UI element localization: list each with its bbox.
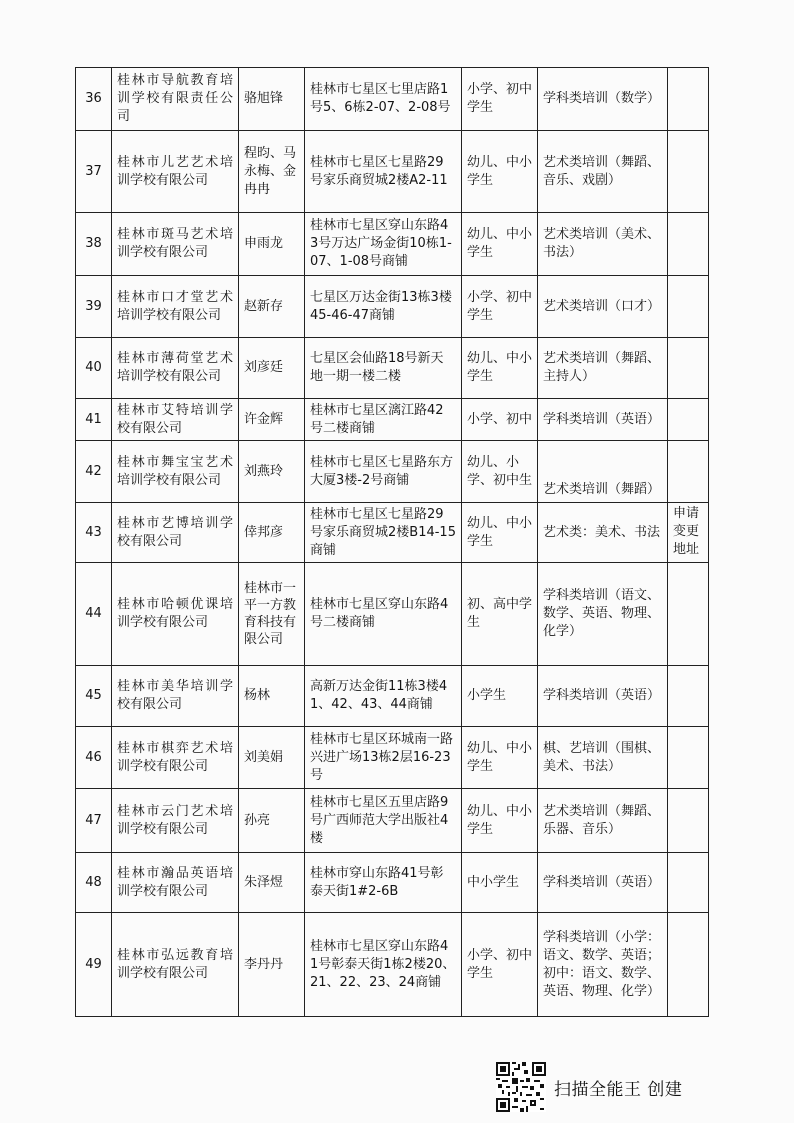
scanner-credit-text: 扫描全能王 创建 — [554, 1080, 683, 1100]
school-name: 桂林市舞宝宝艺术培训学校有限公司 — [112, 441, 239, 503]
row-number: 36 — [76, 68, 112, 131]
school-name: 桂林市棋弈艺术培训学校有限公司 — [112, 727, 239, 789]
school-address: 桂林市七星区穿山东路4号二楼商铺 — [305, 563, 462, 666]
school-name: 桂林市艺博培训学校有限公司 — [112, 503, 239, 563]
student-grade: 幼儿、中小学生 — [462, 789, 538, 853]
training-type: 艺术类培训（美术、书法） — [538, 213, 668, 276]
school-address: 高新万达金街11栋3楼41、42、43、44商铺 — [305, 666, 462, 727]
table-row — [76, 68, 709, 131]
remark — [668, 789, 709, 853]
student-grade: 小学、初中 — [462, 399, 538, 441]
table-row — [76, 563, 709, 666]
row-number: 41 — [76, 399, 112, 441]
remark — [668, 563, 709, 666]
legal-person: 倖邦彦 — [239, 503, 305, 563]
legal-person: 程昀、马永梅、金冉冉 — [239, 131, 305, 213]
remark: 申请变更地址 — [668, 503, 709, 563]
training-type: 艺术类培训（舞蹈、乐器、音乐） — [538, 789, 668, 853]
training-type: 学科类培训（英语） — [538, 853, 668, 913]
student-grade: 中小学生 — [462, 853, 538, 913]
table-row — [76, 789, 709, 853]
remark — [668, 338, 709, 399]
legal-person: 朱泽煜 — [239, 853, 305, 913]
remark — [668, 68, 709, 131]
legal-person: 骆旭锋 — [239, 68, 305, 131]
school-address: 桂林市七星区七星路东方大厦3楼-2号商铺 — [305, 441, 462, 503]
legal-person: 桂林市一平一方教育科技有限公司 — [239, 563, 305, 666]
student-grade: 幼儿、小学、初中生 — [462, 441, 538, 503]
row-number: 37 — [76, 131, 112, 213]
table-row — [76, 853, 709, 913]
legal-person: 孙亮 — [239, 789, 305, 853]
school-address: 七星区万达金街13栋3楼45-46-47商铺 — [305, 276, 462, 338]
school-address: 桂林市七星区漓江路42号二楼商铺 — [305, 399, 462, 441]
table-row — [76, 399, 709, 441]
school-address: 桂林市七星区穿山东路43号万达广场金街10栋1-07、1-08号商铺 — [305, 213, 462, 276]
training-type: 艺术类培训（舞蹈、音乐、戏剧） — [538, 131, 668, 213]
legal-person: 赵新存 — [239, 276, 305, 338]
legal-person: 申雨龙 — [239, 213, 305, 276]
student-grade: 小学、初中学生 — [462, 276, 538, 338]
student-grade: 幼儿、中小学生 — [462, 131, 538, 213]
training-type: 艺术类培训（舞蹈） — [538, 441, 668, 503]
row-number: 47 — [76, 789, 112, 853]
remark — [668, 131, 709, 213]
school-name: 桂林市儿艺艺术培训学校有限公司 — [112, 131, 239, 213]
school-address: 桂林市穿山东路41号彰泰天街1#2-6B — [305, 853, 462, 913]
table-row — [76, 131, 709, 213]
school-address: 桂林市七星区七星路29号家乐商贸城2楼B14-15商铺 — [305, 503, 462, 563]
remark — [668, 276, 709, 338]
school-address: 桂林市七星区穿山东路41号彰泰天街1栋2楼20、21、22、23、24商铺 — [305, 913, 462, 1017]
row-number: 44 — [76, 563, 112, 666]
training-type: 艺术类培训（口才） — [538, 276, 668, 338]
row-number: 45 — [76, 666, 112, 727]
school-name: 桂林市云门艺术培训学校有限公司 — [112, 789, 239, 853]
table-row — [76, 338, 709, 399]
training-type: 学科类培训（英语） — [538, 399, 668, 441]
student-grade: 幼儿、中小学生 — [462, 338, 538, 399]
table-row — [76, 503, 709, 563]
table-row — [76, 213, 709, 276]
scanner-watermark — [496, 1062, 726, 1114]
remark — [668, 213, 709, 276]
student-grade: 初、高中学生 — [462, 563, 538, 666]
row-number: 40 — [76, 338, 112, 399]
school-name: 桂林市口才堂艺术培训学校有限公司 — [112, 276, 239, 338]
student-grade: 小学、初中学生 — [462, 913, 538, 1017]
table-row — [76, 666, 709, 727]
row-number: 39 — [76, 276, 112, 338]
school-address: 桂林市七星区七星路29号家乐商贸城2楼A2-11 — [305, 131, 462, 213]
row-number: 43 — [76, 503, 112, 563]
student-grade: 幼儿、中小学生 — [462, 213, 538, 276]
school-name: 桂林市瀚品英语培训学校有限公司 — [112, 853, 239, 913]
table-row — [76, 441, 709, 503]
table-row — [76, 913, 709, 1017]
training-type: 学科类培训（英语） — [538, 666, 668, 727]
table-row — [76, 276, 709, 338]
training-type: 学科类培训（数学） — [538, 68, 668, 131]
school-roster-table — [75, 67, 709, 1017]
row-number: 48 — [76, 853, 112, 913]
row-number: 38 — [76, 213, 112, 276]
row-number: 46 — [76, 727, 112, 789]
remark — [668, 853, 709, 913]
training-type: 艺术类：美术、书法 — [538, 503, 668, 563]
school-name: 桂林市斑马艺术培训学校有限公司 — [112, 213, 239, 276]
remark — [668, 913, 709, 1017]
qr-code-icon — [496, 1062, 546, 1112]
table-row — [76, 727, 709, 789]
school-name: 桂林市薄荷堂艺术培训学校有限公司 — [112, 338, 239, 399]
student-grade: 幼儿、中小学生 — [462, 727, 538, 789]
school-address: 桂林市七星区五里店路9号广西师范大学出版社4楼 — [305, 789, 462, 853]
remark — [668, 399, 709, 441]
legal-person: 杨林 — [239, 666, 305, 727]
student-grade: 小学生 — [462, 666, 538, 727]
legal-person: 刘燕玲 — [239, 441, 305, 503]
school-address: 七星区会仙路18号新天地一期一楼二楼 — [305, 338, 462, 399]
training-type: 学科类培训（小学：语文、数学、英语；初中：语文、数学、英语、物理、化学） — [538, 913, 668, 1017]
legal-person: 刘彦廷 — [239, 338, 305, 399]
training-type: 学科类培训（语文、数学、英语、物理、化学） — [538, 563, 668, 666]
remark — [668, 441, 709, 503]
remark — [668, 727, 709, 789]
row-number: 49 — [76, 913, 112, 1017]
training-type: 棋、艺培训（围棋、美术、书法） — [538, 727, 668, 789]
school-name: 桂林市哈顿优课培训学校有限公司 — [112, 563, 239, 666]
legal-person: 李丹丹 — [239, 913, 305, 1017]
training-type: 艺术类培训（舞蹈、主持人） — [538, 338, 668, 399]
legal-person: 刘美娟 — [239, 727, 305, 789]
school-name: 桂林市导航教育培训学校有限责任公司 — [112, 68, 239, 131]
school-address: 桂林市七星区七里店路1号5、6栋2-07、2-08号 — [305, 68, 462, 131]
remark — [668, 666, 709, 727]
school-name: 桂林市艾特培训学校有限公司 — [112, 399, 239, 441]
school-address: 桂林市七星区环城南一路兴进广场13栋2层16-23号 — [305, 727, 462, 789]
school-name: 桂林市弘远教育培训学校有限公司 — [112, 913, 239, 1017]
legal-person: 许金辉 — [239, 399, 305, 441]
student-grade: 幼儿、中小学生 — [462, 503, 538, 563]
school-name: 桂林市美华培训学校有限公司 — [112, 666, 239, 727]
student-grade: 小学、初中学生 — [462, 68, 538, 131]
row-number: 42 — [76, 441, 112, 503]
